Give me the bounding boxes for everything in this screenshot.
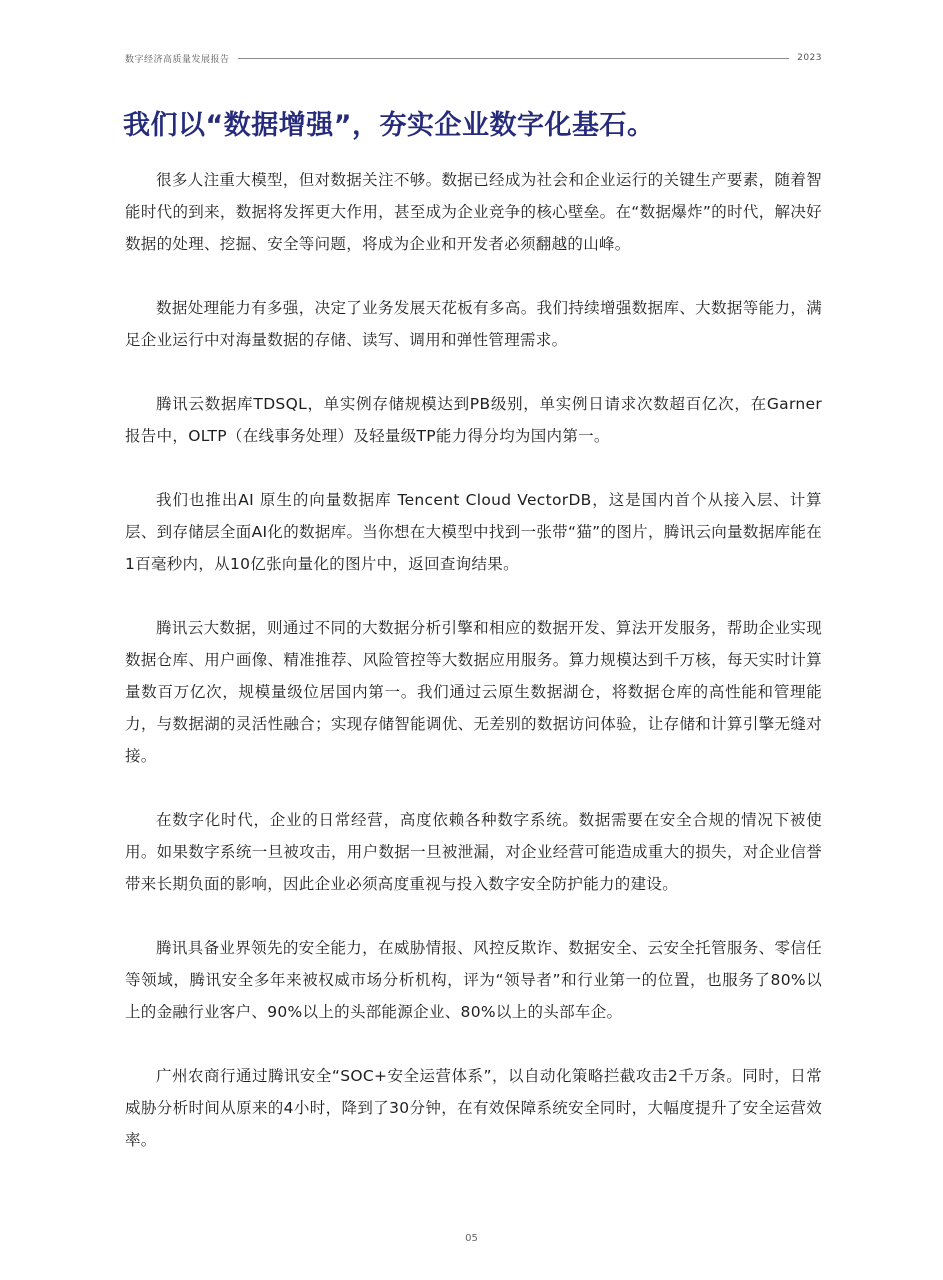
paragraph-vectordb: 我们也推出AI 原生的向量数据库 Tencent Cloud VectorDB，这是国内首个从接入层、计算层、到存储层全面AI化的数据库。当你想在大模型中找到一张带“猫”的图片，腾讯云向量数据库能在1百毫秒内，从10亿张向量化的图片中，返回查询结果。 — [125, 491, 822, 573]
page-number: 05 — [465, 1233, 478, 1244]
paragraph-case-study: 广州农商行通过腾讯安全“SOC+安全运营体系”，以自动化策略拦截攻击2千万条。同时，日常威胁分析时间从原来的4小时，降到了30分钟，在有效保障系统安全同时，大幅度提升了安全运营效率。 — [125, 1067, 822, 1149]
report-title: 数字经济高质量发展报告 — [125, 54, 230, 65]
report-year: 2023 — [797, 53, 822, 63]
section-title: 我们以“数据增强”，夯实企业数字化基石。 — [123, 110, 655, 141]
paragraph-security-capabilities: 腾讯具备业界领先的安全能力，在威胁情报、风控反欺诈、数据安全、云安全托管服务、零信任等领域，腾讯安全多年来被权威市场分析机构，评为“领导者”和行业第一的位置，也服务了80%以上的金融行业客户、90%以上的头部能源企业、80%以上的头部车企。 — [125, 939, 822, 1021]
paragraph-tdsql: 腾讯云数据库TDSQL，单实例存储规模达到PB级别，单实例日请求次数超百亿次，在Garner报告中，OLTP（在线事务处理）及轻量级TP能力得分均为国内第一。 — [125, 395, 822, 445]
header-rule — [238, 58, 790, 59]
paragraph-digital-security: 在数字化时代，企业的日常经营，高度依赖各种数字系统。数据需要在安全合规的情况下被使用。如果数字系统一旦被攻击，用户数据一旦被泄漏，对企业经营可能造成重大的损失，对企业信誉带来长期负面的影响，因此企业必须高度重视与投入数字安全防护能力的建设。 — [125, 811, 822, 893]
paragraph-data-processing: 数据处理能力有多强，决定了业务发展天花板有多高。我们持续增强数据库、大数据等能力，满足企业运行中对海量数据的存储、读写、调用和弹性管理需求。 — [125, 299, 822, 349]
paragraph-big-data: 腾讯云大数据，则通过不同的大数据分析引擎和相应的数据开发、算法开发服务，帮助企业实现数据仓库、用户画像、精准推荐、风险管控等大数据应用服务。算力规模达到千万核，每天实时计算量数百万亿次，规模量级位居国内第一。我们通过云原生数据湖仓，将数据仓库的高性能和管理能力，与数据湖的灵活性融合；实现存储智能调优、无差别的数据访问体验，让存储和计算引擎无缝对接。 — [125, 619, 822, 765]
running-header — [125, 51, 822, 65]
body-text — [125, 164, 822, 1188]
paragraph-data-importance: 很多人注重大模型，但对数据关注不够。数据已经成为社会和企业运行的关键生产要素，随着智能时代的到来，数据将发挥更大作用，甚至成为企业竞争的核心壁垒。在“数据爆炸”的时代，解决好数据的处理、挖掘、安全等问题，将成为企业和开发者必须翻越的山峰。 — [125, 171, 822, 253]
